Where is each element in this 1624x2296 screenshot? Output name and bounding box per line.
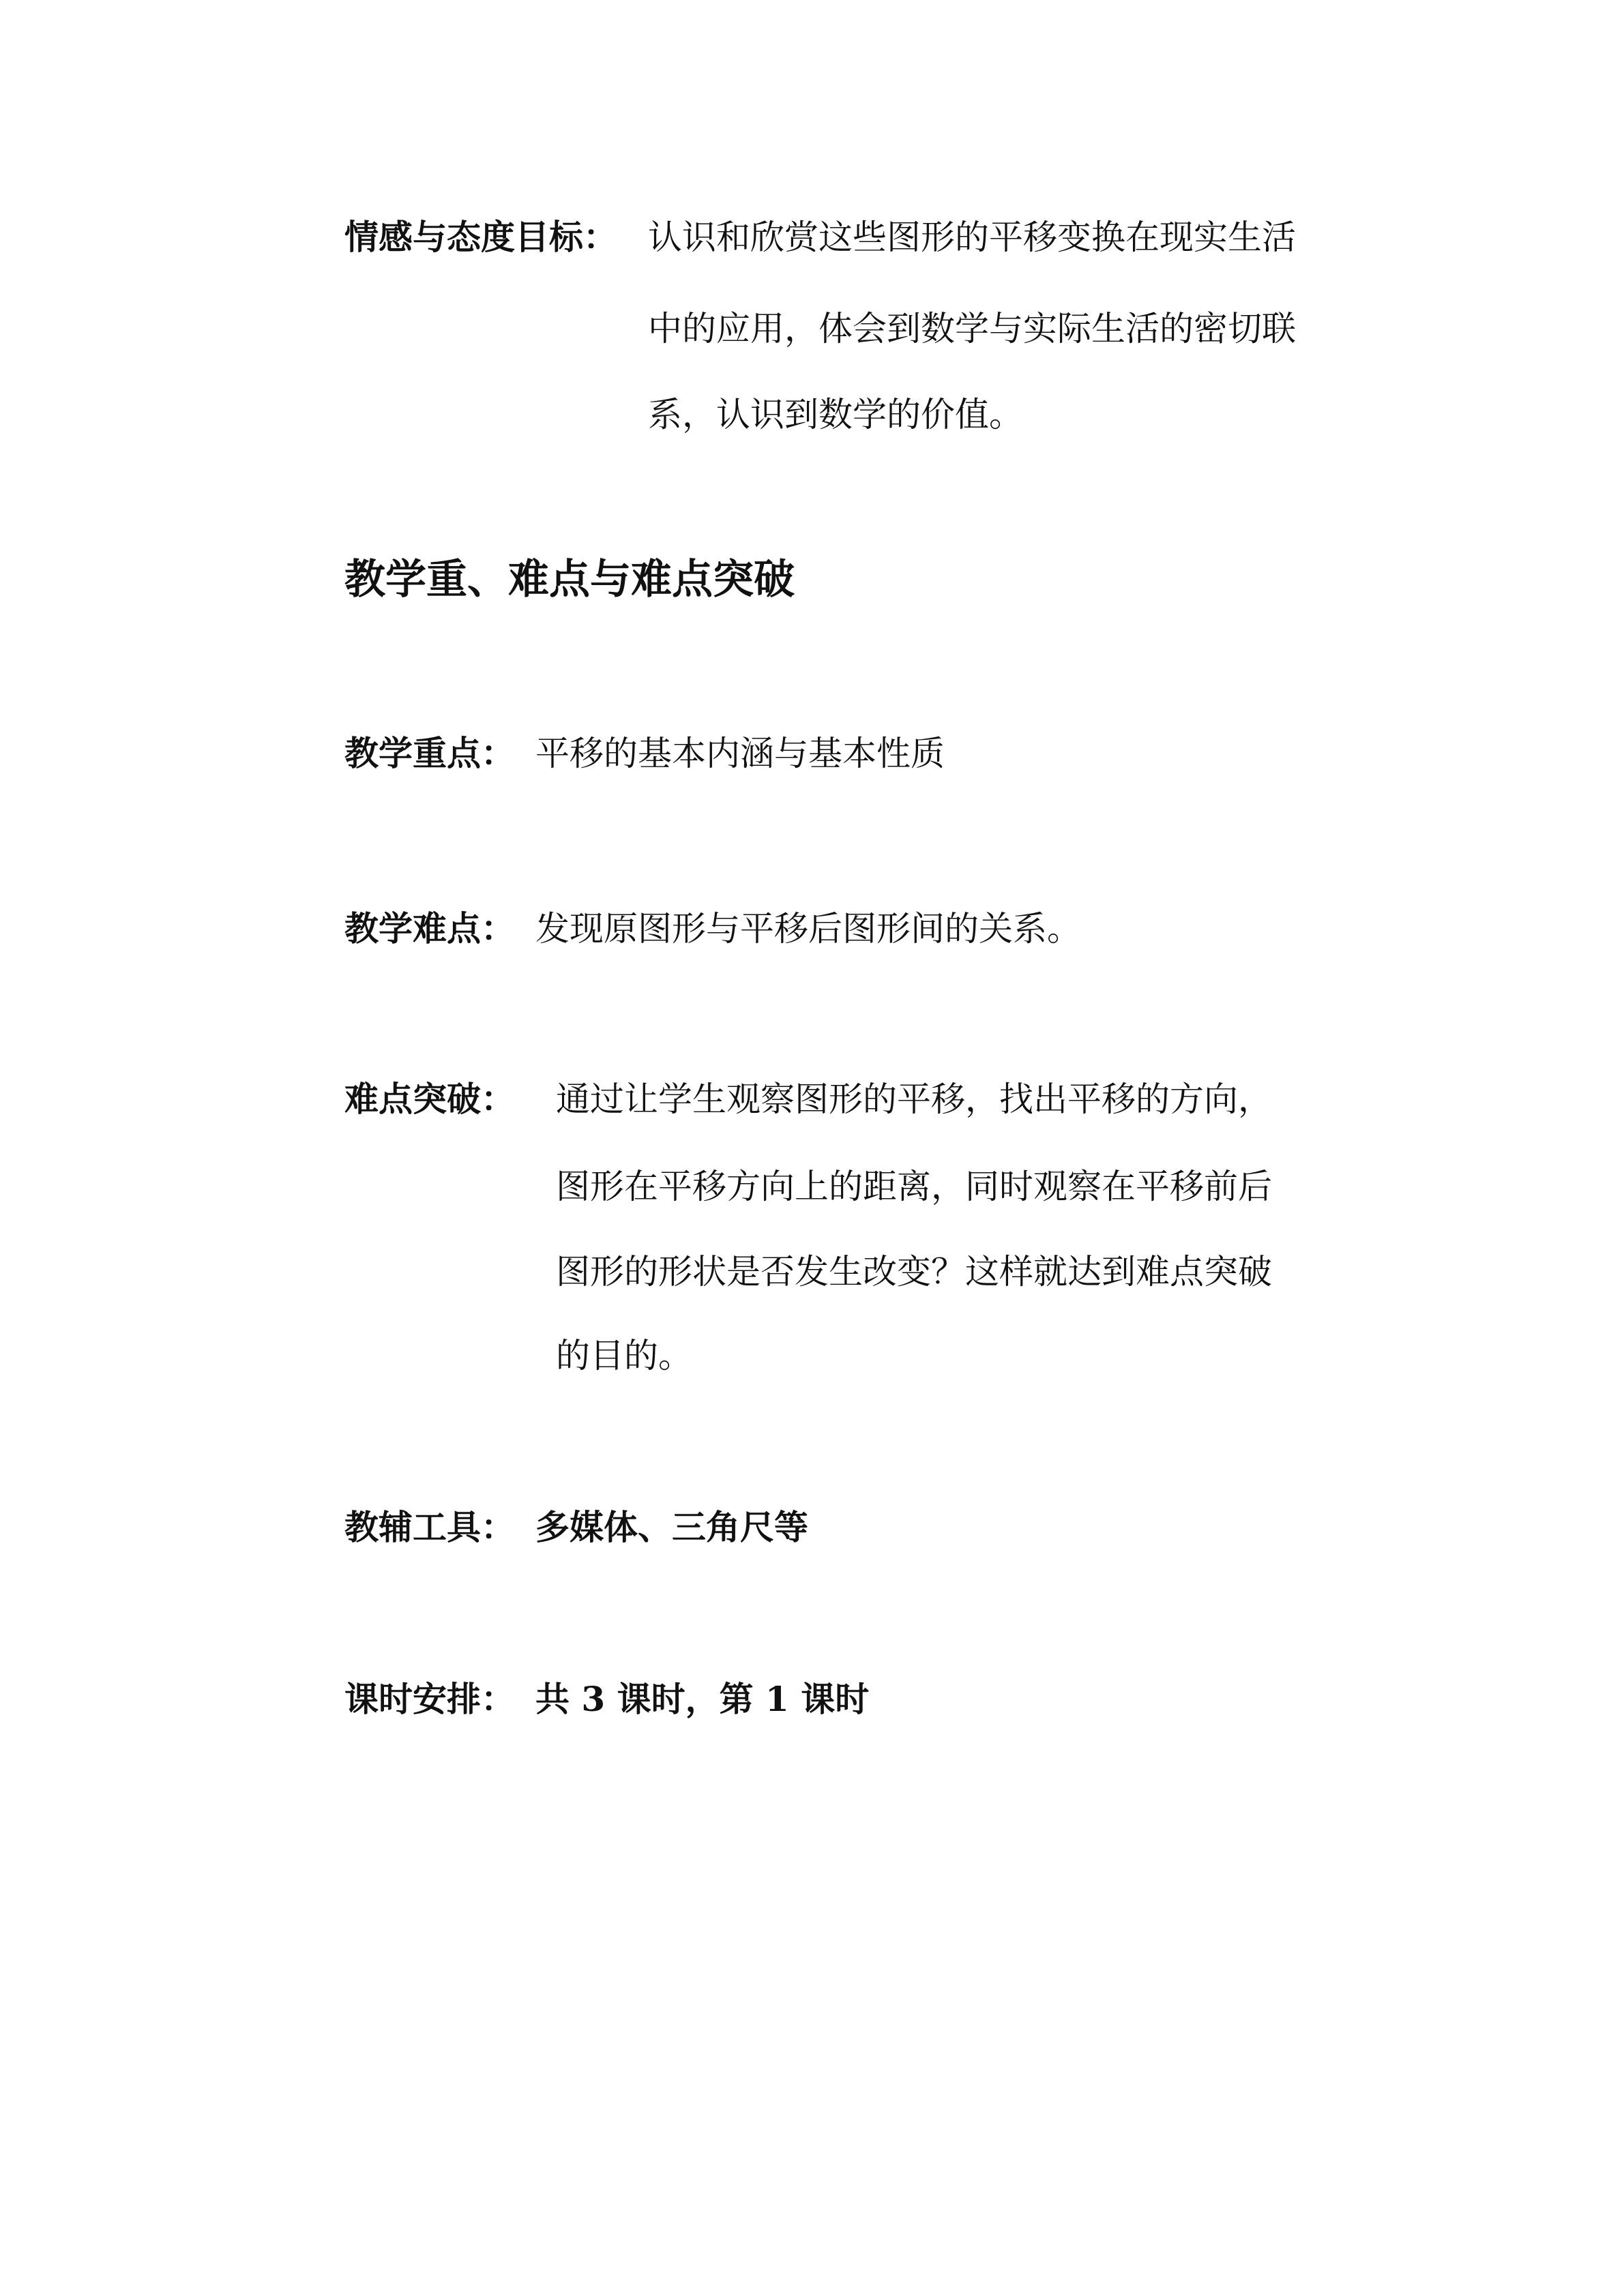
breakthrough-line-3: 图形的形状是否发生改变？这样就达到难点突破 — [556, 1252, 1272, 1292]
breakthrough-label: 难点突破： — [344, 1079, 515, 1119]
tools-text: 多媒体、三角尺等 — [535, 1507, 808, 1547]
affective-goal-line-2: 中的应用，体会到数学与实际生活的密切联 — [648, 309, 1296, 348]
tools-label: 教辅工具： — [344, 1507, 515, 1547]
teaching-focus-label: 教学重点： — [344, 733, 515, 773]
section-heading: 教学重、难点与难点突破 — [344, 556, 795, 603]
affective-goal-line-1: 认识和欣赏这些图形的平移变换在现实生活 — [648, 218, 1296, 257]
affective-goal-label: 情感与态度目标： — [344, 217, 617, 257]
breakthrough-line-1: 通过让学生观察图形的平移，找出平移的方向， — [556, 1079, 1272, 1119]
affective-goal-line-3: 系，认识到数学的价值。 — [648, 395, 1023, 434]
schedule-text: 共 3 课时，第 1 课时 — [535, 1679, 870, 1719]
breakthrough-line-4: 的目的。 — [556, 1336, 692, 1375]
teaching-focus-text: 平移的基本内涵与基本性质 — [535, 734, 945, 773]
breakthrough-line-2: 图形在平移方向上的距离，同时观察在平移前后 — [556, 1167, 1272, 1206]
teaching-difficulty-text: 发现原图形与平移后图形间的关系。 — [535, 909, 1081, 949]
schedule-label: 课时安排： — [344, 1679, 515, 1719]
teaching-difficulty-label: 教学难点： — [344, 908, 515, 949]
